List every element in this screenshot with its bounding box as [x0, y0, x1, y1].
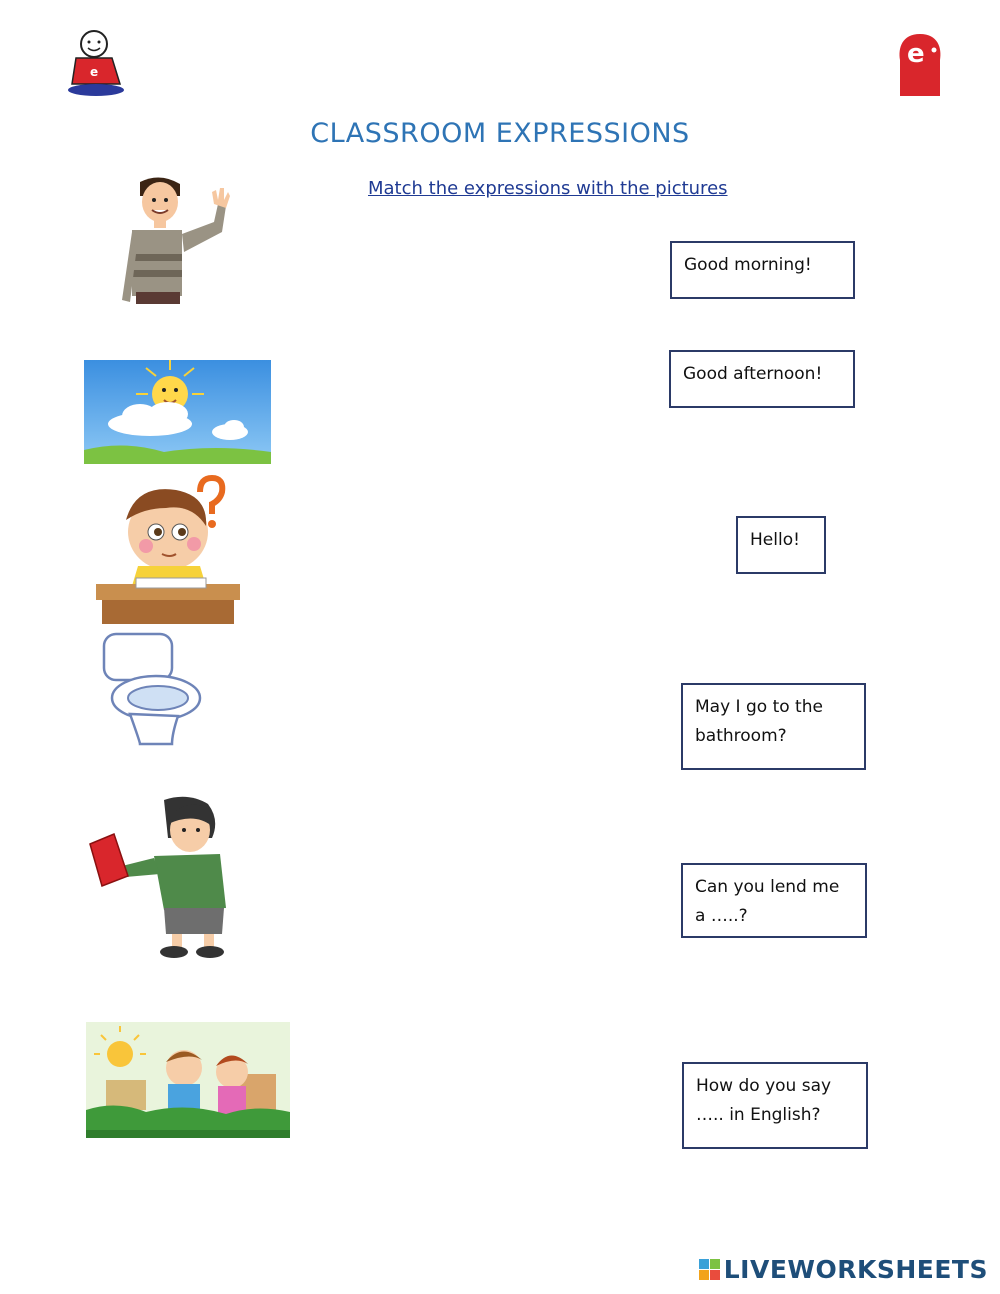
children-park-icon[interactable] [86, 1022, 290, 1138]
expression-text: Can you lend me [695, 877, 840, 897]
expression-text: a …..? [695, 906, 748, 926]
svg-text:e: e [907, 39, 925, 69]
svg-text:e: e [90, 65, 99, 79]
boy-with-book-icon[interactable] [84, 794, 234, 962]
expression-text: bathroom? [695, 726, 787, 746]
expression-box-good-afternoon[interactable] [669, 350, 855, 408]
expression-text: How do you say [696, 1076, 832, 1096]
thinking-boy-icon[interactable] [96, 474, 240, 624]
kid-logo-icon [66, 28, 128, 100]
expression-box-english[interactable] [682, 1062, 868, 1149]
expression-text: ….. in English? [696, 1105, 821, 1125]
toilet-icon[interactable] [100, 630, 204, 748]
expression-box-lend[interactable] [681, 863, 867, 938]
liveworksheets-grid-icon [699, 1259, 720, 1280]
waving-boy-icon[interactable] [118, 174, 230, 324]
brand-text: LIVEWORKSHEETS [723, 1255, 988, 1284]
page-title: CLASSROOM EXPRESSIONS [310, 118, 690, 149]
instructions: Match the expressions with the pictures [368, 178, 728, 199]
sun-clouds-icon[interactable] [84, 360, 271, 464]
expression-text: Hello! [750, 530, 800, 550]
expression-box-hello[interactable] [736, 516, 826, 574]
liveworksheets-logo [699, 1255, 988, 1284]
expression-text: Good afternoon! [683, 364, 823, 384]
expression-box-good-morning[interactable] [670, 241, 855, 299]
expression-box-bathroom[interactable] [681, 683, 866, 770]
expression-text: May I go to the [695, 697, 823, 717]
emax-logo-icon [894, 30, 946, 100]
expression-text: Good morning! [684, 255, 812, 275]
